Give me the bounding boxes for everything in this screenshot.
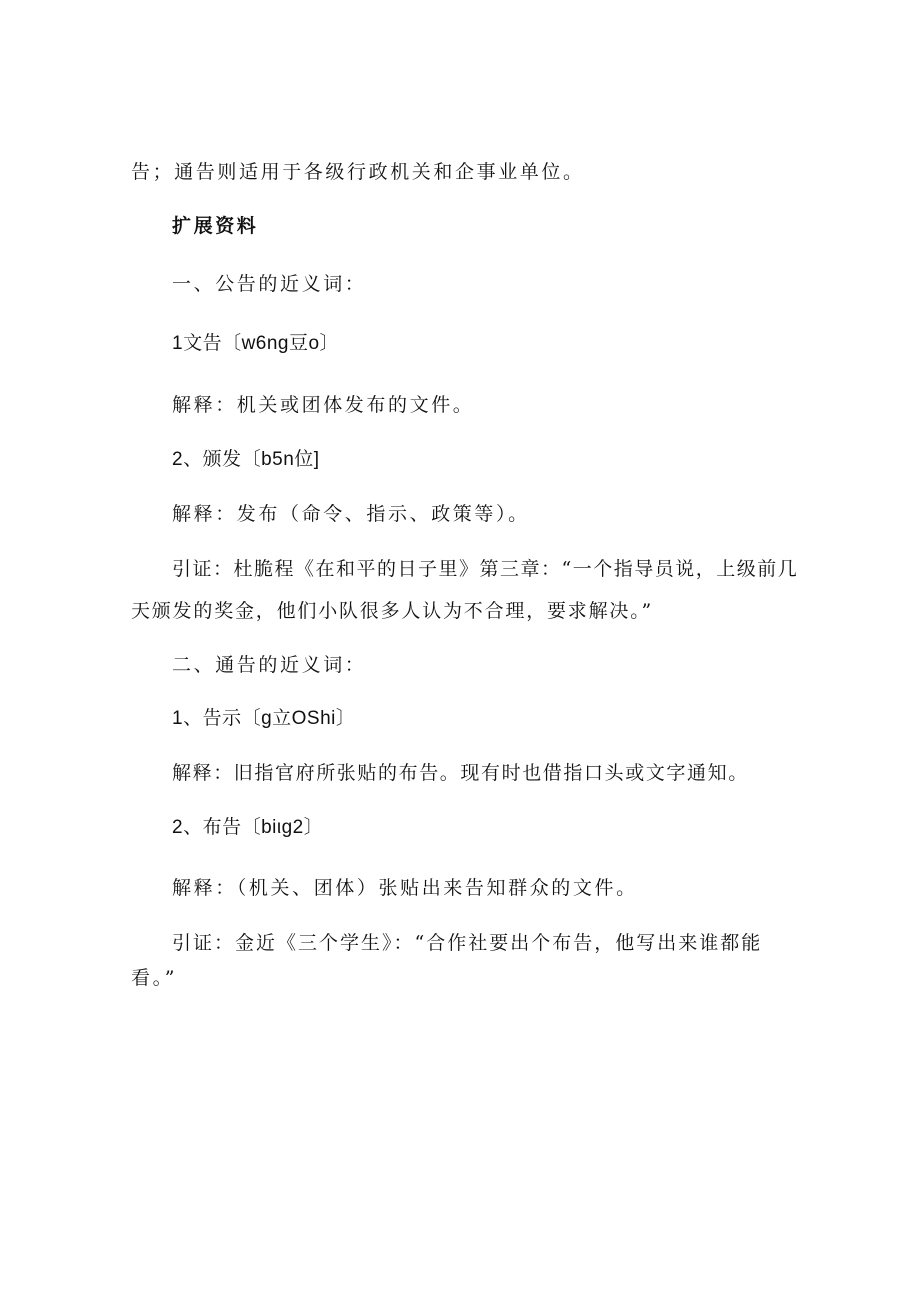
subheading-tonggao-synonyms: 二、通告的近义词： (172, 654, 367, 676)
entry-bugao: 2、布告〔biιg2〕 (172, 817, 324, 838)
subheading-gonggao-synonyms: 一、公告的近义词： (172, 273, 367, 295)
citation-banfa-line-1: 引证：杜脆程《在和平的日子里》第三章：“一个指导员说，上级前几 (172, 558, 799, 580)
citation-banfa-line-2: 天颁发的奖金，他们小队很多人认为不合理，要求解决。” (131, 600, 654, 622)
entry-gaoshi: 1、告示〔g立OShi〕 (172, 708, 356, 729)
definition-wengao: 解释：机关或团体发布的文件。 (172, 394, 475, 416)
entry-wengao: 1文告〔w6ng豆o〕 (172, 333, 340, 354)
citation-bugao-line-1: 引证：金近《三个学生》：“合作社要出个布告，他写出来谁都能 (172, 932, 763, 954)
entry-banfa: 2、颁发〔b5n位] (172, 449, 320, 470)
section-heading-extended-info: 扩展资料 (172, 215, 259, 237)
definition-gaoshi: 解释：旧指官府所张贴的布告。现有时也借指口头或文字通知。 (172, 762, 749, 784)
definition-banfa: 解释：发布（命令、指示、政策等）。 (172, 503, 530, 525)
citation-bugao-line-2: 看。” (131, 967, 178, 989)
paragraph-continuation: 告；通告则适用于各级行政机关和企事业单位。 (131, 161, 585, 183)
definition-bugao: 解释：（机关、团体）张贴出来告知群众的文件。 (172, 877, 638, 899)
